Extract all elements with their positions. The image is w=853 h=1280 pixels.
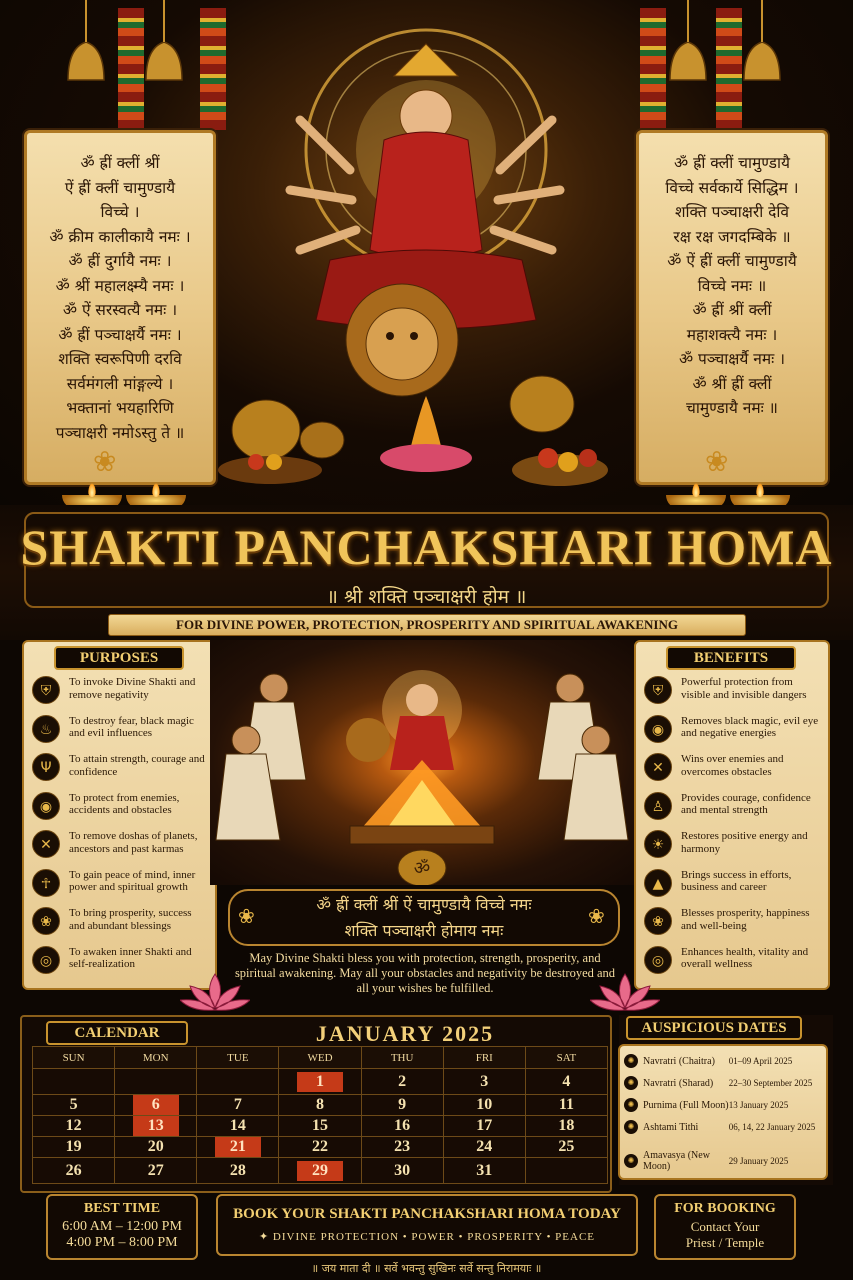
calendar-day-number: 4 [562,1072,571,1090]
calendar-day-cell[interactable] [361,1158,443,1184]
sun-icon: ✺ [624,1154,638,1168]
calendar-day-number [215,1069,261,1089]
coins-icon: ◎ [644,946,672,974]
mantra-line-2: शक्ति पञ्चाक्षरी होमाय नमः [344,921,504,940]
benefit-item [644,946,822,974]
calendar-day-cell[interactable] [33,1116,115,1137]
sanskrit-subtitle: ॥ श्री शक्ति पञ्चाक्षरी होम ॥ [326,586,527,608]
calendar-day-number: 10 [476,1096,493,1113]
auspicious-date-row [624,1120,824,1134]
purpose-item [32,715,210,743]
purpose-text: To bring prosperity, success and abundant blessings [69,907,192,932]
calendar-day-cell[interactable] [279,1158,361,1184]
flame-icon [152,483,160,497]
coins-icon: ◎ [32,946,60,974]
top-artwork [0,0,853,505]
weekday-label: SAT [525,1047,607,1069]
trident-icon: Ψ [32,753,60,781]
right-mantra-scroll [636,130,828,485]
calendar-month: JANUARY 2025 [315,1021,495,1046]
calendar-heading: CALENDAR [46,1021,188,1045]
lotus-icon: ❀ [588,904,605,928]
purpose-text: To attain strength, courage and confidence [69,753,205,778]
mantra-line: ॐ ह्रीं श्रीं क्लीं [692,301,772,319]
festival-name: Purnima (Full Moon) [643,1099,729,1111]
festival-name: Navratri (Sharad) [643,1077,714,1089]
lotus-icon: ❀ [93,445,117,478]
benefit-item [644,830,822,858]
calendar-day-number [543,1158,589,1178]
mantra-line: ऐं ह्रीं क्लीं चामुण्डायै [64,178,176,197]
bell-icon [744,42,780,80]
calendar-day-cell[interactable] [361,1137,443,1158]
best-time-box [46,1194,198,1260]
mantra-line: ॐ ह्रीं पञ्चाक्षर्यै नमः । [58,325,182,344]
weekday-label: TUE [197,1047,279,1069]
lotus-icon: ❀ [32,907,60,935]
mantra-line: ॐ क्रीम कालीकायै नमः । [49,227,191,246]
calendar-day-cell[interactable] [279,1069,361,1095]
calendar-day-cell[interactable] [443,1137,525,1158]
calendar-day-cell [115,1069,197,1095]
benefit-text: Restores positive energy and harmony [681,830,808,855]
calendar-day-cell [525,1158,607,1184]
sun-icon: ✺ [624,1120,638,1134]
festival-date: 22–30 September 2025 [728,1078,813,1088]
purpose-item [32,753,210,781]
calendar-day-cell[interactable] [115,1116,197,1137]
calendar-day-number: 20 [147,1138,164,1155]
calendar-day-cell[interactable] [361,1095,443,1116]
mantra-line: ॐ ऐं ह्रीं क्लीं चामुण्डायै [667,252,797,270]
calendar-day-cell[interactable] [197,1158,279,1184]
purpose-item [32,676,210,704]
benefit-text: Provides courage, confidence and mental strength [681,791,811,816]
person-icon: ♙ [644,792,672,820]
purpose-text: To remove doshas of planets, ancestors and past karmas [69,830,198,855]
bell-icon [670,42,706,80]
festival-date: 06, 14, 22 January 2025 [728,1122,816,1132]
calendar-day-cell[interactable] [279,1137,361,1158]
calendar-day-cell[interactable] [33,1095,115,1116]
flame-icon [88,483,96,497]
growth-chart-icon: ▲ [644,869,672,897]
purpose-text: To protect from enemies, accidents and obstacles [69,791,180,816]
benefit-text: Powerful protection from visible and invisible dangers [681,676,807,701]
calendar-day-number [51,1069,97,1089]
calendar-day-number: 25 [558,1138,575,1155]
benefit-text: Brings success in efforts, business and career [681,868,792,893]
sun-icon: ☀ [644,830,672,858]
festival-name: Amavasya (New Moon) [643,1150,710,1172]
festival-date: 01–09 April 2025 [728,1056,793,1066]
calendar-day-cell[interactable] [361,1116,443,1137]
mantra-line: विच्चे सर्वकार्ये सिद्धिम । [665,178,799,197]
calendar-day-cell[interactable] [525,1137,607,1158]
lotus-icon: ❀ [644,907,672,935]
calendar-day-cell[interactable] [197,1095,279,1116]
left-mantra-scroll [24,130,216,485]
calendar-day-number: 24 [476,1138,493,1155]
mantra-line: शक्ति पञ्चाक्षरी देवि [674,203,790,221]
calendar-day-number: 7 [233,1096,242,1113]
lion-figure [346,284,458,396]
mantra-line: रक्ष रक्ष जगदम्बिके ॥ [673,227,791,246]
mantra-line: विच्चे । [100,203,140,221]
calendar-day-number: 26 [65,1161,82,1179]
mantra-line: ॐ पञ्चाक्षर्यै नमः । [678,350,786,368]
calendar-day-number: 17 [476,1117,493,1134]
booking-line: Priest / Temple [685,1235,765,1250]
meditation-icon: ☥ [32,869,60,897]
festival-date: 29 January 2025 [728,1156,789,1166]
auspicious-date-row [624,1150,824,1172]
homa-ritual-artwork [210,640,634,885]
calendar-day-number: 15 [311,1117,328,1134]
purpose-item [32,792,210,820]
book-heading: BOOK YOUR SHAKTI PANCHAKSHARI HOMA TODAY [233,1206,621,1222]
best-time-slot: 6:00 AM – 12:00 PM [62,1219,182,1234]
calendar-day-cell[interactable] [279,1116,361,1137]
purpose-text: To destroy fear, black magic and evil influences [69,714,194,739]
shield-icon: ⛨ [32,676,60,704]
calendar-day-number: 18 [558,1117,575,1134]
calendar-day-cell[interactable] [443,1095,525,1116]
mantra-line: शक्ति स्वरूपिणी दरवि [58,350,182,368]
sun-icon: ✺ [624,1076,638,1090]
purpose-item [32,907,210,935]
benefit-text: Wins over enemies and overcomes obstacles [681,753,784,778]
calendar-day-number: 12 [65,1117,82,1134]
benefit-item [644,676,822,704]
benefits-panel [634,640,830,990]
benefit-item [644,792,822,820]
calendar-day-number: 21 [215,1137,261,1157]
crossed-swords-icon: ✕ [32,830,60,858]
festival-name: Navratri (Chaitra) [643,1055,715,1067]
calendar-day-cell [33,1069,115,1095]
benefit-item [644,907,822,935]
eye-icon: ◉ [32,792,60,820]
purpose-item [32,869,210,897]
calendar-day-cell[interactable] [361,1069,443,1095]
calendar-day-number: 27 [147,1161,164,1179]
calendar-day-cell[interactable] [279,1095,361,1116]
crossed-swords-icon: ✕ [644,753,672,781]
sun-icon: ✺ [624,1054,638,1068]
mantra-line: विच्चे नमः ॥ [697,276,767,295]
calendar-day-number: 2 [398,1072,407,1090]
purpose-text: To invoke Divine Shakti and remove negativity [69,676,196,701]
auspicious-date-row [624,1098,824,1112]
calendar-day-cell[interactable] [525,1116,607,1137]
calendar-day-number: 8 [315,1096,324,1113]
mantra-line: सर्वमंगली मांङ्गल्ये । [66,374,174,393]
shield-icon: ⛨ [644,676,672,704]
auspicious-date-row [624,1076,824,1090]
calendar-day-cell[interactable] [443,1158,525,1184]
bell-icon [146,42,182,80]
booking-heading: FOR BOOKING [674,1201,776,1216]
calendar-day-cell[interactable] [115,1137,197,1158]
mantra-line: ॐ श्रीं महालक्ष्म्यै नमः । [55,276,185,295]
benefit-item [644,869,822,897]
calendar-day-number: 29 [297,1161,343,1181]
calendar-day-number: 28 [229,1161,246,1179]
purposes-heading: PURPOSES [54,646,184,670]
lotus-icon: ❀ [705,445,729,478]
benefit-text: Enhances health, vitality and overall wellness [681,945,809,970]
sun-icon: ✺ [624,1098,638,1112]
auspicious-heading: AUSPICIOUS DATES [626,1016,802,1040]
page-title: SHAKTI PANCHAKSHARI HOMA [20,519,833,575]
weekday-label: FRI [443,1047,525,1069]
calendar-day-cell[interactable] [115,1095,197,1116]
booking-line: Contact Your [690,1219,760,1234]
festival-date: 13 January 2025 [728,1100,789,1110]
mantra-line-1: ॐ ह्रीं क्लीं श्रीं ऐं चामुण्डायै विच्चे नमः [316,895,532,914]
tagline-banner: FOR DIVINE POWER, PROTECTION, PROSPERITY AND SPIRITUAL AWAKENING [108,614,746,636]
mantra-line: चामुण्डायै नमः ॥ [686,399,778,417]
calendar-day-number: 5 [69,1096,78,1113]
calendar-day-number: 23 [394,1138,411,1155]
calendar-day-number: 22 [311,1138,328,1155]
eye-icon: ◉ [644,715,672,743]
calendar-day-number: 19 [65,1138,82,1155]
book-values-line: ✦ DIVINE PROTECTION • POWER • PROSPERITY • PEACE [258,1231,596,1243]
calendar-day-number: 31 [476,1161,493,1179]
calendar-day-number: 6 [133,1095,179,1115]
calendar-day-number: 16 [394,1117,411,1134]
calendar-day-cell[interactable] [115,1158,197,1184]
weekday-label: SUN [33,1047,115,1069]
mantra-line: भक्तानां भयहारिणि [66,399,174,417]
calendar-day-cell[interactable] [197,1116,279,1137]
mantra-line: पञ्चाक्षरी नमोऽस्तु ते ॥ [55,423,185,442]
mantra-line: ॐ श्रीं ह्रीं क्लीं [692,374,772,393]
weekday-label: THU [361,1047,443,1069]
pink-lotus-icon [180,972,250,1012]
calendar-day-cell[interactable] [197,1137,279,1158]
mantra-line: ॐ ह्रीं क्लीं चामुण्डायै [674,154,790,172]
purposes-panel [22,640,217,990]
book-homa-banner[interactable] [216,1194,638,1256]
fire-icon: ♨ [32,715,60,743]
calendar-day-number: 1 [297,1072,343,1092]
booking-contact-box[interactable] [654,1194,796,1260]
calendar-day-cell[interactable] [443,1116,525,1137]
flame-icon [692,483,700,497]
calendar-day-cell[interactable] [33,1158,115,1184]
calendar-day-cell[interactable] [525,1095,607,1116]
calendar-day-number: 3 [480,1072,489,1090]
mantra-line: ॐ ह्रीं क्लीं श्रीं [80,154,160,172]
auspicious-date-row [624,1054,824,1068]
best-time-heading: BEST TIME [83,1201,161,1216]
weekday-label: MON [115,1047,197,1069]
calendar-day-cell[interactable] [443,1069,525,1095]
purpose-item [32,946,210,974]
homa-scene-svg [210,640,634,885]
benefit-item [644,753,822,781]
benefit-text: Removes black magic, evil eye and negative energies [681,714,819,739]
calendar-day-number: 11 [558,1096,574,1113]
blessing-text: May Divine Shakti bless you with protection, strength, prosperity, and spiritual awakening. May all your obstacles and negativity be destroyed and all your wishes be fulfilled. [234,951,616,995]
calendar-day-number: 30 [394,1161,411,1179]
best-time-slot: 4:00 PM – 8:00 PM [66,1235,178,1250]
calendar-day-number: 9 [398,1096,407,1113]
lotus-icon: ❀ [238,904,255,928]
footer-blessing: ॥ जय माता दी ॥ सर्वे भवन्तु सुखिनः सर्वे सन्तु निरामयाः ॥ [311,1262,542,1275]
calendar-day-number: 13 [133,1116,179,1136]
calendar-day-cell [197,1069,279,1095]
calendar-day-cell[interactable] [525,1069,607,1095]
purpose-text: To gain peace of mind, inner power and spiritual growth [69,868,196,893]
purpose-item [32,830,210,858]
calendar-day-number: 14 [229,1117,246,1134]
mantra-line: ॐ ह्रीं दुर्गायै नमः । [68,252,172,270]
bell-icon [68,42,104,80]
benefit-text: Blesses prosperity, happiness and well-being [681,907,810,932]
purpose-text: To awaken inner Shakti and self-realization [69,945,192,970]
benefits-heading: BENEFITS [666,646,796,670]
festival-name: Ashtami Tithi [643,1121,699,1133]
calendar-grid [32,1046,608,1184]
mantra-line: महाशक्त्यै नमः । [686,325,778,344]
benefit-item [644,715,822,743]
pink-lotus-icon [590,972,660,1012]
flame-icon [756,483,764,497]
mantra-line: ॐ ऐं सरस्वत्यै नमः । [62,301,178,319]
weekday-label: WED [279,1047,361,1069]
svg-text:ॐ: ॐ [413,858,431,879]
calendar-day-cell[interactable] [33,1137,115,1158]
calendar-day-number [133,1069,179,1089]
